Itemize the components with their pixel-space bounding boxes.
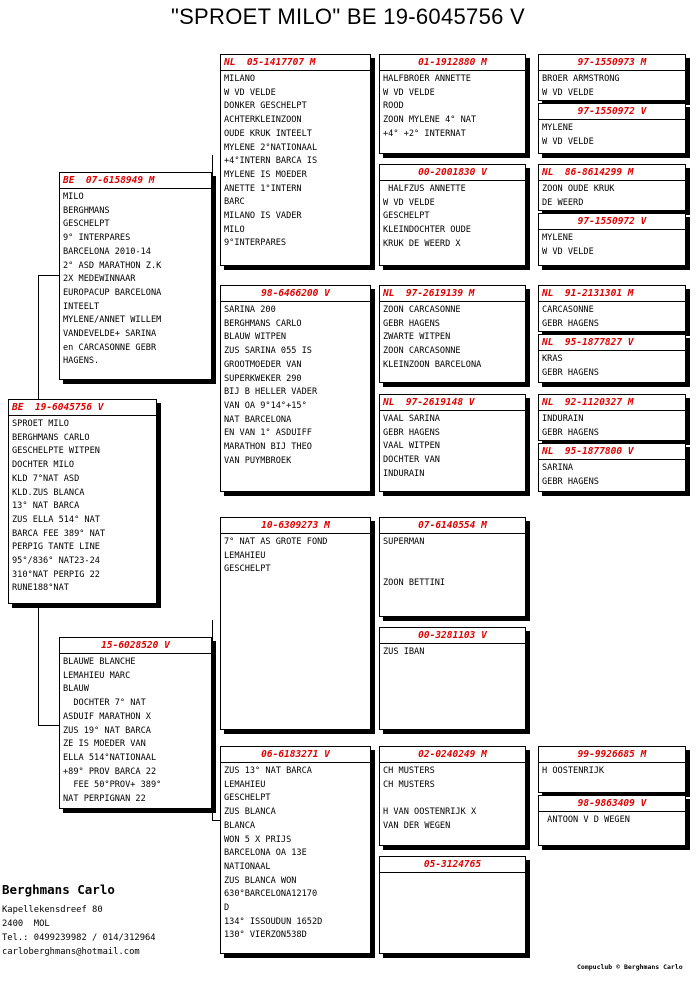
subject-pigeon-card	[8, 399, 157, 604]
owner-phone: Tel.: 0499239982 / 014/312964	[2, 933, 156, 943]
sds-card	[379, 285, 526, 383]
pedigree-line: GROOTMOEDER VAN	[224, 359, 302, 370]
pedigree-line: BARCELONA 2010-14	[63, 246, 151, 257]
pedigree-line: DE WEERD	[542, 197, 584, 208]
ring-number: 10-6309273 M	[221, 520, 370, 534]
pedigree-line: MYLENE	[542, 123, 574, 133]
pedigree-line: GEBR HAGENS	[542, 318, 599, 329]
pedigree-line: MILANO IS VADER	[224, 211, 302, 222]
pedigree-line: VAAL WITPEN	[383, 441, 440, 452]
dsd-card	[379, 627, 526, 730]
pedigree-line: KLD 7°NAT ASD	[12, 473, 80, 484]
pedigree-line: ZUS SARINA 055 IS	[224, 346, 312, 357]
pedigree-line: VAN OA 9°14°+15°	[224, 400, 307, 411]
pedigree-line: MYLENE	[542, 233, 574, 243]
pedigree-line: MILO	[224, 224, 245, 235]
pedigree-line: WON 5 X PRIJS	[224, 834, 292, 845]
footer-credit: Compuclub © Berghmans Carlo	[577, 963, 683, 971]
pedigree-line: HALFBROER ANNETTE	[383, 74, 471, 84]
pedigree-line: W VD VELDE	[224, 87, 276, 98]
ssds-card	[538, 164, 686, 211]
pedigree-line: 630°BARCELONA12170	[224, 889, 318, 900]
pedigree-line: LEMAHIEU	[224, 779, 266, 790]
pedigree-line: ASDUIF MARATHON X	[63, 711, 151, 722]
pedigree-line: ELLA 514°NATIONAAL	[63, 752, 157, 763]
ddss-card	[538, 746, 686, 793]
pedigree-line	[383, 563, 522, 577]
connector-line	[212, 620, 213, 660]
pedigree-line: ZOON CARCASONNE	[383, 346, 461, 357]
ssdd-card	[538, 213, 686, 266]
pedigree-line: RUNE188°NAT	[12, 583, 69, 594]
connector-line	[38, 725, 60, 726]
ssss-card	[538, 54, 686, 101]
ring-number: NL 97-2619148 V	[380, 397, 525, 411]
pedigree-line: ZWARTE WITPEN	[383, 332, 451, 343]
pedigree-line: HALFZUS ANNETTE	[383, 184, 466, 194]
sdss-card	[538, 285, 686, 332]
sss-card	[379, 54, 526, 154]
pedigree-line: ROOD	[383, 101, 404, 112]
pedigree-line: MILO	[63, 192, 84, 202]
pedigree-line: ZUS BLANCA	[224, 807, 276, 818]
pedigree-line: H VAN OOSTENRIJK X	[383, 807, 477, 818]
ring-number: NL 92-1120327 M	[539, 397, 685, 411]
pedigree-line: ZUS ELLA 514° NAT	[12, 514, 100, 525]
ddsd-card	[538, 795, 686, 846]
pedigree-line: ZUS 13° NAT BARCA	[224, 766, 312, 776]
pedigree-line: SUPERMAN	[383, 537, 425, 547]
pedigree-line: BARCA FEE 389° NAT	[12, 528, 106, 539]
connector-line	[212, 155, 213, 215]
pedigree-line: INTEELT	[63, 301, 100, 312]
pedigree-line: GEBR HAGENS	[383, 318, 440, 329]
sdd-card	[379, 394, 526, 492]
ring-number: 05-3124765	[380, 859, 525, 873]
ring-number: NL 95-1877800 V	[539, 446, 685, 460]
pedigree-line: DOCHTER VAN	[383, 455, 440, 466]
connector-line	[38, 275, 60, 276]
pedigree-line: MARATHON BIJ THEO	[224, 442, 312, 453]
pedigree-line: W VD VELDE	[542, 136, 594, 147]
pedigree-line: BLAUW	[63, 684, 89, 695]
ring-number: 97-1550973 M	[539, 57, 685, 71]
ring-number: BE 19-6045756 V	[9, 402, 156, 416]
dss-card	[379, 517, 526, 617]
pedigree-line: ZOON CARCASONNE	[383, 305, 461, 315]
sdsd-card	[538, 334, 686, 383]
pedigree-line: GESCHELPT	[224, 564, 271, 575]
ring-number: NL 05-1417707 M	[221, 57, 370, 71]
pedigree-line: ZOON MYLENE 4° NAT	[383, 115, 477, 126]
pedigree-line: KRUK DE WEERD X	[383, 238, 461, 249]
ring-number: BE 07-6158949 M	[60, 175, 211, 189]
pedigree-line: EN VAN 1° ASDUIFF	[224, 428, 312, 439]
dam-dam-card	[220, 746, 371, 954]
ring-number: 15-6028520 V	[60, 640, 211, 654]
owner-name: Berghmans Carlo	[2, 882, 115, 897]
connector-line	[212, 820, 220, 821]
pedigree-line: GEBR HAGENS	[542, 476, 599, 487]
pedigree-line: 95°/836° NAT23-24	[12, 556, 100, 567]
sddd-card	[538, 443, 686, 492]
pedigree-line: DOCHTER MILO	[12, 460, 75, 471]
pedigree-line: LEMAHIEU	[224, 550, 266, 561]
pedigree-line: ZUS BLANCA WON	[224, 875, 297, 886]
pedigree-line: H OOSTENRIJK	[542, 766, 605, 776]
connector-line	[38, 605, 39, 725]
pedigree-line: CH MUSTERS	[383, 766, 435, 776]
pedigree-line: GESCHELPTE WITPEN	[12, 446, 100, 457]
pedigree-line: HAGENS.	[63, 356, 100, 367]
pedigree-line: 2X MEDEWINNAAR	[63, 274, 136, 285]
pedigree-line: 2° ASD MARATHON Z.K	[63, 260, 162, 271]
pedigree-line: +4° +2° INTERNAT	[383, 128, 466, 139]
ring-number: 98-6466200 V	[221, 288, 370, 302]
ring-number: 01-1912880 M	[380, 57, 525, 71]
pedigree-line: VAN DER WEGEN	[383, 820, 451, 831]
ring-number: 98-9863409 V	[539, 798, 685, 812]
pedigree-line: 310°NAT PERPIG 22	[12, 569, 100, 580]
ring-number: 99-9926685 M	[539, 749, 685, 763]
pedigree-line: ANTOON V D WEGEN	[542, 815, 630, 825]
pedigree-line: ZOON OUDE KRUK	[542, 184, 615, 194]
pedigree-line: NAT BARCELONA	[224, 414, 292, 425]
pedigree-line: CH MUSTERS	[383, 779, 435, 790]
pedigree-line: VANDEVELDE+ SARINA	[63, 329, 157, 340]
pedigree-line: BERGHMANS	[63, 205, 110, 216]
pedigree-line: MILANO	[224, 74, 256, 84]
pedigree-line: NAT PERPIGNAN 22	[63, 794, 146, 805]
pedigree-line: en CARCASONNE GEBR	[63, 342, 157, 353]
connector-line	[38, 275, 39, 403]
ring-number: 00-3281103 V	[380, 630, 525, 644]
ssd-card	[379, 164, 526, 266]
pedigree-line: BIJ B HELLER VADER	[224, 387, 318, 398]
pedigree-line: DOCHTER 7° NAT	[63, 698, 146, 709]
pedigree-line: PERPIG TANTE LINE	[12, 542, 100, 553]
pedigree-line: W VD VELDE	[542, 87, 594, 98]
ring-number: 07-6140554 M	[380, 520, 525, 534]
pedigree-line: KLEINDOCHTER OUDE	[383, 225, 471, 236]
ring-number: 02-0240249 M	[380, 749, 525, 763]
pedigree-line: MYLENE/ANNET WILLEM	[63, 315, 162, 326]
pedigree-line: ANETTE 1°INTERN	[224, 183, 302, 194]
dam-sire-card	[220, 517, 371, 730]
ring-number: 97-1550972 V	[539, 216, 685, 230]
pedigree-line: SPROET MILO	[12, 419, 69, 429]
pedigree-line: ZUS 19° NAT BARCA	[63, 725, 151, 736]
pedigree-line: W VD VELDE	[383, 87, 435, 98]
pedigree-line: LEMAHIEU MARC	[63, 670, 131, 681]
pedigree-line: ZUS IBAN	[383, 647, 425, 657]
owner-email: carloberghmans@hotmail.com	[2, 947, 140, 957]
pedigree-line: KLEINZOON BARCELONA	[383, 359, 482, 370]
pedigree-line: GESCHELPT	[383, 211, 430, 222]
pedigree-line: 9°INTERPARES	[224, 238, 287, 249]
pedigree-line: NATIONAAL	[224, 861, 271, 872]
pedigree-line: SUPERKWEKER 290	[224, 373, 302, 384]
pedigree-line: 7° NAT AS GROTE FOND	[224, 537, 328, 547]
pedigree-line: 130° VIERZON538D	[224, 930, 307, 941]
pedigree-line: BLAUWE BLANCHE	[63, 657, 136, 667]
pedigree-line: BERGHMANS CARLO	[12, 432, 90, 443]
sdds-card	[538, 394, 686, 441]
pedigree-line: INDURAIN	[542, 414, 584, 424]
sssd-card	[538, 103, 686, 154]
pedigree-line: MYLENE IS MOEDER	[224, 169, 307, 180]
pedigree-line: EUROPACUP BARCELONA	[63, 287, 162, 298]
ring-number: NL 97-2619139 M	[380, 288, 525, 302]
pedigree-line	[383, 792, 522, 806]
pedigree-line: SARINA 200	[224, 305, 276, 315]
pedigree-line: OUDE KRUK INTEELT	[224, 128, 312, 139]
pedigree-line: INDURAIN	[383, 468, 425, 479]
pedigree-line: FEE 50°PROV+ 389°	[63, 780, 162, 791]
pedigree-line	[383, 550, 522, 564]
pedigree-line: ZOON BETTINI	[383, 578, 446, 589]
sire-card	[59, 172, 212, 380]
pedigree-line: GESCHELPT	[63, 219, 110, 230]
pedigree-line: +4°INTERN BARCA IS	[224, 156, 318, 167]
pedigree-line: W VD VELDE	[542, 246, 594, 257]
pedigree-line: KRAS	[542, 354, 563, 364]
pedigree-line: ZE IS MOEDER VAN	[63, 739, 146, 750]
pedigree-line: CARCASONNE	[542, 305, 594, 315]
sire-sire-card	[220, 54, 371, 266]
sire-dam-card	[220, 285, 371, 492]
pedigree-line: 134° ISSOUDUN 1652D	[224, 916, 323, 927]
pedigree-line: GEBR HAGENS	[542, 427, 599, 438]
pedigree-line: W VD VELDE	[383, 197, 435, 208]
pedigree-line: ACHTERKLEINZOON	[224, 115, 302, 126]
pedigree-line: GESCHELPT	[224, 793, 271, 804]
pedigree-line: BARC	[224, 197, 245, 208]
pedigree-line: +89° PROV BARCA 22	[63, 766, 157, 777]
pedigree-line: KLD.ZUS BLANCA	[12, 487, 85, 498]
dds-card	[379, 746, 526, 846]
pedigree-line: BLAUW WITPEN	[224, 332, 287, 343]
pedigree-line: 9° INTERPARES	[63, 233, 131, 244]
pedigree-line: GEBR HAGENS	[542, 367, 599, 378]
ring-number: 97-1550972 V	[539, 106, 685, 120]
ring-number: NL 91-2131301 M	[539, 288, 685, 302]
pedigree-line: VAN PUYMBROEK	[224, 455, 292, 466]
owner-address: Kapellekensdreef 80	[2, 905, 103, 915]
ddd-card	[379, 856, 526, 954]
ring-number: NL 86-8614299 M	[539, 167, 685, 181]
connector-line	[212, 340, 213, 380]
pedigree-line: D	[224, 903, 230, 914]
pedigree-line: BLANCA	[224, 820, 256, 831]
owner-city: 2400 MOL	[2, 919, 50, 929]
ring-number: 06-6183271 V	[221, 749, 370, 763]
pedigree-line: DONKER GESCHELPT	[224, 101, 307, 112]
owner-info	[2, 882, 156, 959]
ring-number: NL 95-1877827 V	[539, 337, 685, 351]
pedigree-line: BROER ARMSTRONG	[542, 74, 620, 84]
pedigree-line: GEBR HAGENS	[383, 427, 440, 438]
pedigree-line: 13° NAT BARCA	[12, 501, 80, 512]
ring-number: 00-2001830 V	[380, 167, 525, 181]
pedigree-line: VAAL SARINA	[383, 414, 440, 424]
page-title: "SPROET MILO" BE 19-6045756 V	[170, 4, 526, 29]
connector-line	[212, 700, 213, 820]
pedigree-line: MYLENE 2°NATIONAAL	[224, 142, 318, 153]
dam-card	[59, 637, 212, 809]
pedigree-line: BARCELONA OA 13E	[224, 848, 307, 859]
pedigree-line: SARINA	[542, 463, 574, 473]
pedigree-line: BERGHMANS CARLO	[224, 318, 302, 329]
